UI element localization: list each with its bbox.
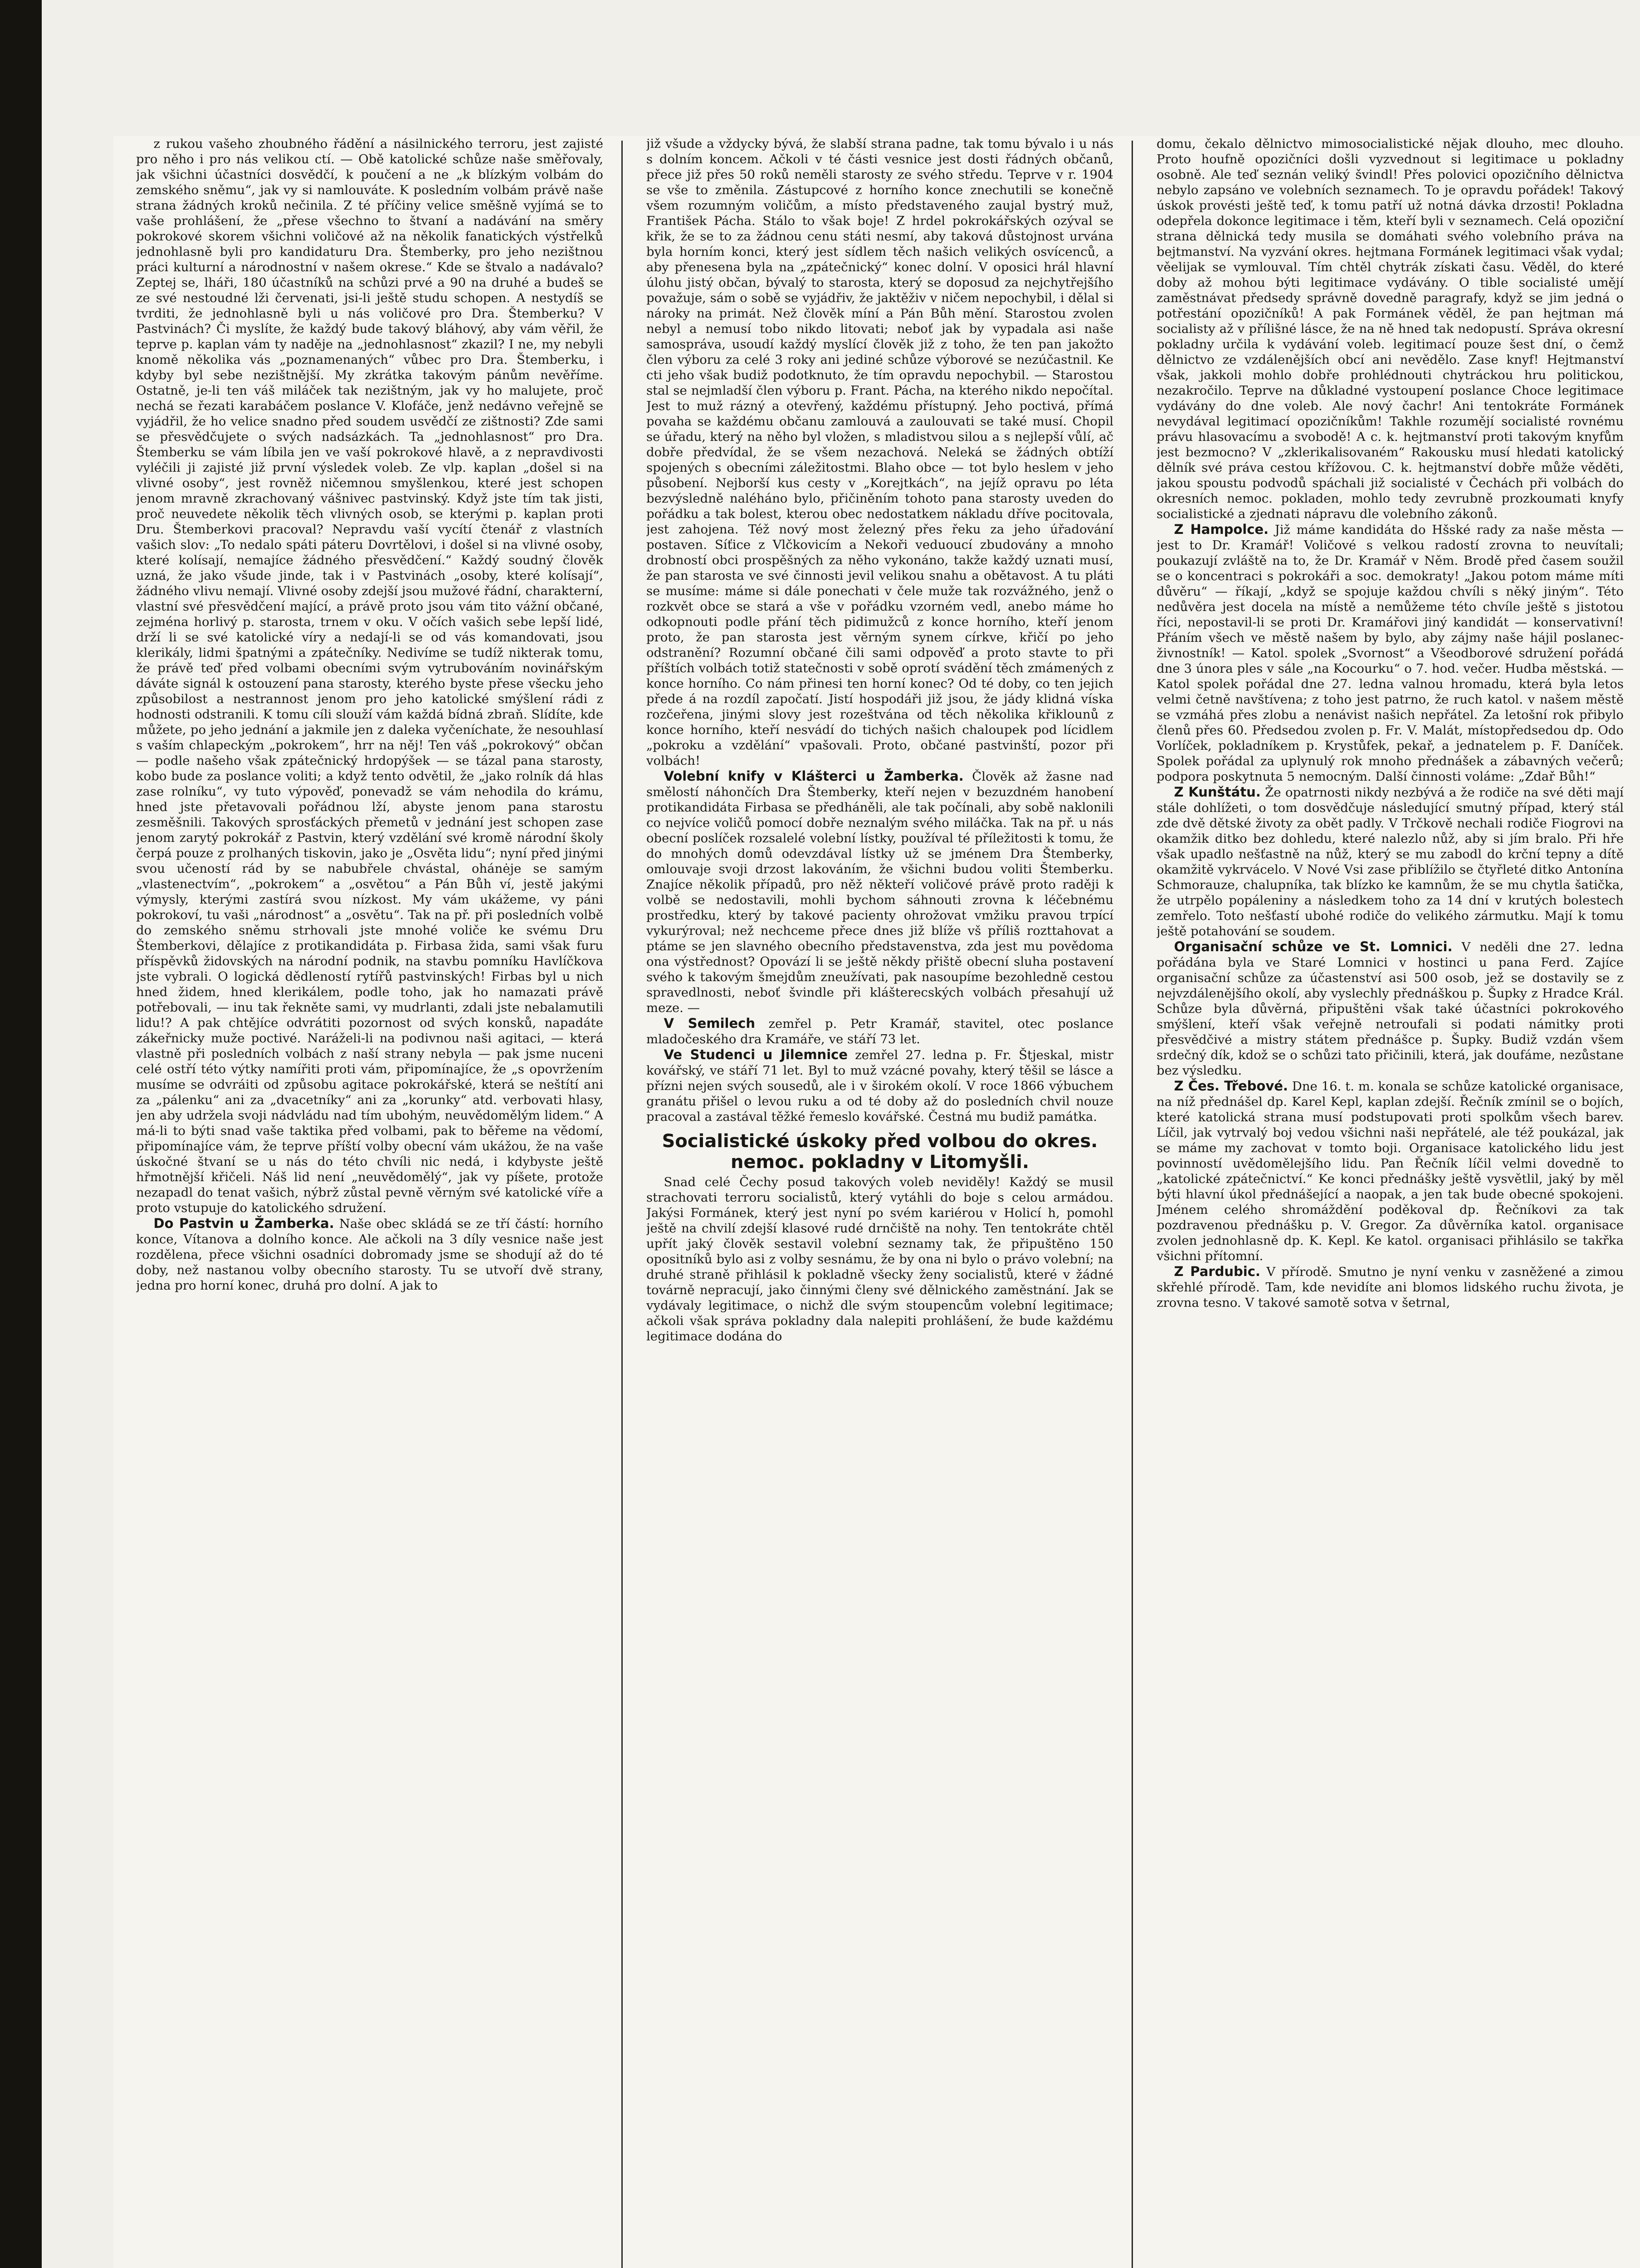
article-heading: Z Hampolce.	[1174, 522, 1269, 537]
article-paragraph	[136, 1216, 603, 1293]
article-text: domu, čekalo dělnictvo mimosocialistické nějak dlouho, mec dlouho. Proto houfně opozičníci došli vyzvednout si legitimace u pokladny osobně. Ale teď seznán veliký švindl! Přes polovici opozičního dělnictva nebylo zapsáno ve volebních seznamech. To je opravdu pořádek! Takový úskok provésti ještě teď, k tomu patří už notná dávka drzosti! Pokladna odepřela dokonce legitimace i těm, kteří byli v seznamech. Celá opoziční strana dělnická tedy musila se domáhati svého volebního práva na bejtmanství. Na vyzvání okres. hejtmana Formánek legitimaci však vydal; věelijak se vymlouval. Tím chtěl chytrák získati času. Věděl, do které doby až mohou býti legitimace vydávány. O tible socialisté umějí zaměstnávat předsedy správně dovedně paragrafy, když se jim jedná o potřestání opozičníků! A pak Formánek věděl, že pan hejtman má socialisty až v přílišné lásce, že na ně hned tak nedopustí. Správa okresní pokladny určila k vydávání voleb. legitimací pouze šest dní, o čemž dělnictvo ze vzdálenějších obcí ani nevědělo. Zase knyf! Hejtmanství však, jakkoli mohlo dobře prohlédnouti chytráckou hru politickou, nezakročilo. Teprve na důkladné vystoupení poslance Choce legitimace vydávány do dne voleb. Ale nový čachr! Ani tentokráte Formánek nevydával legitimací opozičníkům! Takhle rozumějí socialisté rovnému právu hlasovacímu a svobodě! A c. k. hejtmanství proti takovým knyfům jest bezmocno? V „zklerikalisovaném“ Rakousku musí hledati katolický dělník své práva cestou křížovou. C. k. hejtmanství dobře může věděti, jakou spoustu podvodů spáchali již socialisté v Čechách při volbách do okresních nemoc. pokladen, mohlo tedy zevrubně prozkoumati knyfy socialistické a zjednati nápravu dle volebního zákonů.	[1157, 137, 1624, 521]
article-heading: Z Čes. Třebové.	[1174, 1078, 1288, 1094]
article-heading: Organisační schůze ve St. Lomnici.	[1174, 939, 1453, 954]
article-text: již všude a vždycky bývá, že slabší strana padne, tak tomu bývalo i u nás s dolním koncem. Ačkoli v té části vesnice jest dosti řádných občanů, přece již přes 50 roků neměli starosty ze svého středu. Teprve v r. 1904 se vše to změnila. Zástupcové z horního konce znechutili se konečně všem rozumným voličům, a místo představeného zaujal bystrý muž, František Pácha. Stálo to však boje! Z hrdel pokrokářských ozýval se křik, že se to za žádnou cenu státi nesmí, aby taková důstojnost urvána byla horním konci, který jest sídlem těch našich velikých osvícenců, a aby přenesena byla na „zpátečnický“ konec dolní. V oposici hrál hlavní úlohu jistý občan, bývalý to starosta, který se doposud za nejchytřejšího považuje, sám o sobě se vyjádřiv, že jaktěživ v ničem nepochybil, i dělal si nároky na primát. Než člověk míní a Pán Bůh mění. Starostou zvolen nebyl a nemusí tobo nikdo litovati; neboť jak by vypadala asi naše samospráva, usoudí každý myslící člověk již z toho, že ten pan jakožto člen výboru za celé 3 roky ani jediné schůze výborové se nezúčastnil. Ke cti jeho však budiž podotknuto, že tím opravdu nepochybil. — Starostou stal se nejmladší člen výboru p. Frant. Pácha, na kterého nikdo nepočítal. Jest to muž rázný a otevřený, každému přístupný. Jeho poctivá, přímá povaha se každému občanu zamlouvá a zaulouvati se také musí. Chopil se úřadu, který na něho byl vložen, s mladistvou silou a s nejlepší vůlí, ač dobře předvídal, že se všem nezachová. Neleká se žádných obtíží spojených s obecními záležitostmi. Blaho obce — tot bylo heslem v jeho působení. Nejborší kus cesty v „Korejtkách“, na jejíž opravu po léta bezvýsledně naléháno bylo, přičiněním tohoto pana starosty uveden do pořádku a tak bolest, kterou obec nedostatkem nákladu dříve pocitovala, jest zahojena. Též nový most železný přes řeku za jeho úřadování postaven. Síťice z Vlčkovicím a Nekoři veduoucí zbudovány a mnoho drobností obci prospěšných za něho vykonáno, takže každý uznati musí, že pan starosta ve své činnosti jevil velikou snahu a obětavost. A tu pláti se musíme: máme si dále ponechati v čele muže tak rozvážného, jenž o rozkvět obce se stará a vše v pořádku vzorném vedl, anebo máme ho odkopnouti podle přání těch pidimužců z konce horního, kteří jenom proto, že pan starosta jest věrným synem církve, křičí po jeho odstranění? Rozumní občané čili sami odpověď a proto stavte to při příštích volbách totiž statečnosti v sobě oprotí svádění těch zmámených z konce horního. Co nám přinesi ten horní konec? Od té doby, co ten jejich přede á na rozdíl započatí. Jistí hospodáři již jsou, že jády klidná víska rozčeřena, jinými slovy jest rozeštvána od těch několika křiklounů z konce horního, kteří nesvádí do tichých našich chaloupek pod lícidlem „pokroku a vzdělání“ vpašovali. Proto, občané pastvinští, pozor při volbách!	[646, 137, 1113, 768]
article-paragraph	[136, 136, 603, 1216]
article-paragraph	[1157, 522, 1624, 784]
article-text: z rukou vašeho zhoubného řádění a násilnického terroru, jest zajisté pro něho i pro nás velikou ctí. — Obě katolické schůze naše směřovaly, jak všichni účastníci dosvědčí, k poučení a ne „k blízkým volbám do zemského sněmu“, jak vy si namlouváte. K posledním volbám právě naše strana žádných kroků nečinila. Z té příčiny velice směšně vyjímá se to vaše prohlášení, že „přese všechno to štvaní a nadávání na směry pokrokové skorem všichni voličové až na několik fanatických výstřelků jednohlasně byli pro kandidaturu Dra. Štemberky, pro jeho nezištnou práci kulturní a národnostní v našem okrese.“ Kde se štvalo a nadávalo? Zeptej se, lháři, 180 účastníků na schůzi prvé a 90 na druhé a budeš se ze své nestoudné lži červenati, jsi-li ještě studu schopen. A nestydíš se tvrditi, že jednohlasně byli u nás voličové pro Dra. Štemberku? V Pastvinách? Či myslíte, že každý bude takový bláhový, aby vám věřil, že teprve p. kaplan vám ty naděje na „jednohlasnost“ zkazil? I ne, my nebyli knomě několika vás „poznamenaných“ vůbec pro Dra. Štemberku, i kdyby byl sebe nezištnější. My zkrátka takovým pánům nevěříme. Ostatně, je-li ten váš miláček tak nezištným, jak vy ho malujete, proč nechá se řezati karabáčem poslance V. Klofáče, jenž nedávno veřejně se vyjádřil, že ho velice snadno před soudem usvědčí ze zištnosti? Zde sami se přesvědčujete o svých nadsázkách. Ta „jednohlasnost“ pro Dra. Štemberku se vám líbila jen ve vaší pokrokové hlavě, a z nepravdivosti vyléčili ji zajisté již první výsledek voleb. Ze vlp. kaplan „došel si na vlivné osoby“, jest rovněž ničemnou smyšlenkou, které jest schopen jenom mravně zkrachovaný vášnivec pastvinský. Když jste tím tak jisti, proč neuvedete několik těch vlivných osob, se kterými p. kaplan proti Dru. Štemberkovi pracoval? Nepravdu vaší vycítí čtenář z vlastních vašich slov: „To nedalo spáti páteru Dovrtělovi, i došel si na vlivné osoby, které kolísají, nemajíce žádného přesvědčení.“ Každý soudný člověk uzná, že jako všude jinde, tak i v Pastvinách „osoby, které kolísají“, žádného vlivu nemají. Vlivné osoby zdejší jsou mužové řádní, charakterní, vlastní své přesvědčení mající, a právě proto jsou vám tito vážní občané, zejména horlivý p. starosta, trnem v oku. V očích vašich sebe lepší lidé, drží li se své katolické víry a nedají-li se od vás komandovati, jsou klerikály, lidmi špatnými a zpátečníky. Nedivíme se tudíž nikterak tomu, že právě teď před volbami obecními svým vytrubováním novinářským dáváte signál k ostouzení pana starosty, kterého byste přese všecku jeho způsobilost a nestrannost jenom pro jeho katolické smýšlení rádi z hodnosti odstranili. K tomu cíli slouží vám každá bídná zbraň. Slídíte, kde můžete, po jeho jednání a jakmile jen z daleka vyčeníchate, že nesouhlasí s vaším chlapeckým „pokrokem“, hrr na něj! Ten váš „pokrokový“ občan — podle našeho však zpátečnický hrdopýšek — se tázal pana starosty, kobo bude za poslance voliti; a když tento odvětil, že „jako rolník dá hlas zase rolníku“, vy tuto výpověď, ponevadž se vám nehodila do krámu, hned jste přetavovali pořádnou lží, abyste jenom pana starostu zesměšnili. Takových sprosťáckých přemetů v jednání jest schopen zase jenom zarytý pokrokář z Pastvin, který vzdělání své kromě národní školy čerpá pouze z prolhaných tiskovin, jako je „Osvěta lidu“; nyní před jinými svou učeností rád by se nabubřele chvástal, ohánėje se samým „vlastenectvím“, „pokrokem“ a „osvětou“ a Pán Bůh ví, jestě jakými výmysly, kterými zastírá svou nízkost. My vám ukážeme, vy páni pokrokoví, tu vaši „národnost“ a „osvětu“. Tak na př. při posledních volbě do zemského sněmu strhovali jste mnohé voliče ke svému Dru Štemberkovi, dělajíce z protikandidáta p. Firbasa žida, sami však furu příspěvků židovských na národní podnik, na stavbu pomníku Havlíčkova jste vybrali. O logická dědleností rytířů pastvinských! Firbas byl u nich hned židem, hned klerikálem, podle toho, jak ho namazati právě potřebovali, — inu tak řekněte sami, vy mudrlanti, zdali jste nebalamutili lidu!? A pak chtějíce odvrátiti pozornost od svých konsků, napadáte zákeřnicky muže poctivé. Naráželi-li na podivnou naši agitaci, — která vlastně při posledních volbách z naší strany nebyla — pak jsme nuceni celé ostří této výtky namířiti proti vám, připomínajíce, že „s opovržením musíme se odvráiti od způsobu agitace pokrokářské, která se neštítí ani za „pálenku“ ani za „dvacetníky“ ani za „korunky“ atd. verbovati hlasy, jen aby udržela svoji nádvládu nad tím ubohým, neuvědomělým lidem.“ A má-li to býti snad vaše taktika před volbami, pak to běřeme na vědomí, připomínajíce vám, že teprve příští volby obecní vám ukážou, že na vaše úskočné štvaní se u nás do této chvíli nic nedá, i kdybyste ještě hřmotnější křičeli. Náš lid není „neuvědomělý“, jak vy píšete, protože nezapadl do tenat vašich, nýbrž zůstal pevně věrným své katolické víře a proto vstupuje do katolického sdružení.	[136, 137, 603, 1215]
article-text: Člověk až žasne nad smělostí náhončích Dra Štemberky, kteří nejen v bezuzdném hanobení protikandidáta Firbasa se předháněli, ale tak počínali, aby sobě naklonili co nejvíce voličů pomocí dobře neznalým svého miláčka. Tak na př. u nás obecní poslíček rozsalelé volební lístky, používal té příležitosti k tomu, že do mnohých domů odevzdával lístky už se jménem Dra Štemberky, omlouvaje svoji drzost lakováním, že všichni budou voliti Štemberku. Znajíce několik případů, pro něž někteří voličové právě proto raději k volbě se nedostavili, mohli bychom sáhnouti zrovna k léčebnému prostředku, který by takové pacienty ohrožovat vmžiku pravou trpící vykurýroval; než nechceme přece dnes již blíže vš příliš rozttahovat a ptáme se jen slavného obecního představenstva, zda jest mu povědoma ona výstřednost? Opovází li se ještě někdy přiště obecní sluha postavení svého k takovým šmejdům zneužívati, pak nasoupíme bezohledně cestou spravedlnosti, neboť švindle při klášterecských volbách přesahují už meze. —	[646, 769, 1113, 1015]
binding-edge	[0, 0, 42, 2268]
article-paragraph	[646, 1047, 1113, 1124]
article-text: Naše obec skládá se ze tří částí: horního konce, Vítanova a dolního konce. Ale ačkoli na 3 díly vesnice naše jest rozdělena, přece všichni osadníci dobromady jsme se shodují až do té doby, než nastanou volby obecního starosty. Tu se utvoří dvě strany, jedna pro horní konec, druhá pro dolní. A jak to	[136, 1217, 603, 1293]
column-3	[1157, 136, 1624, 2268]
article-heading: Do Pastvin u Žamberka.	[153, 1216, 334, 1231]
article-text: V neděli dne 27. ledna pořádána byla ve Staré Lomnici v hostinci u pana Ferd. Zajíce organisační schůze za účastenství asi 500 osob, jež se dostavily se z nejvzdálenějšího okolí, aby vyslechly přednáškou p. Šupky z Hradce Král. Schůze byla důvěrná, připuštěni však také účastníci pokrokového smýšlení, kteří však veřejně netroufali si podati námitky proti přesvědčivé a mistry státem přednášce p. Šupky. Budiž vzdán všem srdečný dík, kdož se o schůzi tato přičinili, která, jak doufáme, nezůstane bez výsledku.	[1157, 940, 1624, 1078]
article-paragraph	[1157, 136, 1624, 522]
article-heading: Socialistické úskoky před volbou do okres. nemoc. pokladny v Litomyšli.	[662, 1131, 1098, 1173]
article-paragraph	[646, 1174, 1113, 1344]
article-text: Dne 16. t. m. konala se schůze katolické organisace, na níž přednášel dp. Karel Kepl, kaplan zdejší. Řečník zmínil se o bojích, které katolická strana musí podstupovati proti spolkům všech barev. Líčil, jak vytrvalý boj vedou všichni naši nepřátelé, ale též poukázal, jak se máme my zachovat v tomto boji. Organisace katolického lidu jest povinností uvědomělejšího lidu. Pan Řečník líčil velmi dovedně to „katolické zpátečnictví.“ Ke konci přednášky ještě vysvětlil, jaký by měl býti hlavní úkol přednášející a naopak, a jen tak bude obecné spokojeni. Jménem celého shromáždění poděkoval dp. Řečníkovi za tak pozdravenou přednášku p. V. Gregor. Za důvěrníka katol. organisace zvolen jednohlasně dp. K. Kepl. Ke katol. organisaci přihlásilo se takřka všichni přítomní.	[1157, 1079, 1624, 1263]
article-text: Již máme kandidáta do Hšské rady za naše města — jest to Dr. Kramář! Voličové s velkou radostí zrovna to neuvítali; poukazují zvláště na to, že Dr. Kramář v Něm. Brodě před časem soužil se o koncentraci s pokrokáři a soc. demokraty! „Jakou potom máme míti důvěru“ — říkají, „když se spojuje každou chvíli s něký jiným“. Této nedůvěra jest docela na místě a nemůžeme této chvíle ještě s jistotou říci, nepostavil-li se proti Dr. Kramářovi jiný kandidát — konservativní! Přáním všech ve městě našem by bylo, aby zájmy naše hájil poslanec-živnostník! — Katol. spolek „Svornost“ a Všeodborové sdružení pořádá dne 3 února ples v sále „na Kocourku“ o 7. hod. večer. Hudba městská. — Katol spolek pořádal dne 27. ledna valnou hromadu, která byla letos velmi četně navštívena; z toho jest patrno, že ruch katol. v našem městě se vzmáhá přes zlobu a nenávist našich nepřátel. Za letošní rok přibylo členů přes 60. Předsedou zvolen p. Fr. V. Malát, místopředsedou dp. Odo Vorlíček, pokladníkem p. Krystůfek, pekař, a jednatelem p. F. Daníček. Spolek pořádal za uplynulý rok mnoho přednášek a zábavných večerů; podpora poskytnuta 5 nemocným. Další činnosti voláme: „Zdař Bůh!“	[1157, 523, 1624, 784]
article-text: Snad celé Čechy posud takových voleb neviděly! Každý se musil strachovati terroru socialistů, který vytáhli do boje s celou armádou. Jakýsi Formánek, který jest nyní po svém kariérou v Holicí h, pomohl ještě na chvilí zdejší klasové rudé drnčiště na nohy. Ten tentokráte chtěl upřít jaký člověk sestavil volební seznamy tak, že připuštěno 150 opositníků bylo asi z volby sesnámu, že by ona ni bylo o právo volební; na druhé straně přihlásil k pokladně všecky ženy socialistů, které v žádné továrně nepracují, jako činnými členy své dělnického zaměstnání. Jak se vydávaly legitimace, o nichž dle svým stoupencům volební legitimace; ačkoli však správa pokladny dala nalepiti prohlášení, že bude každému legitimace dodána do	[646, 1175, 1113, 1344]
article-heading: Z Pardubic.	[1174, 1264, 1260, 1279]
article-text: Že opatrnosti nikdy nezbývá a že rodiče na své děti mají stále dohlížeti, o tom dosvědčuje následující smutný případ, který stál zde dvě dětské životy za obět padly. V Trčkově nechali rodiče Fiogrovi na okamžik ditko bez dohledu, které nalezlo nůž, aby si jím bralo. Při hře však upadlo nešťastně na nůž, který se mu zabodl do krční tepny a dítě okamžitě vykrvácelo. V Nové Vsi zase přiblížilo se čtyřleté ditko Antonína Schmorauze, chalupníka, tak blízko ke kamnům, že se mu chytla šatička, že utrpělo popáleniny a následkem toho za 14 dní v krutých bolestech zemřelo. Toto nešťastí ubohé rodiče do velikého zármutku. Mají k tomu ještě potahování se soudem.	[1157, 785, 1624, 938]
article-text: V přírodě. Smutno je nyní venku v zasněžené a zimou skřehlé přírodě. Tam, kde nevidíte ani blomos lidského ruchu života, je zrovna tesno. V takové samotě sotva v šetrnal,	[1157, 1265, 1624, 1310]
column-2	[646, 136, 1113, 2268]
article-text: zemřel 27. ledna p. Fr. Štjeskal, mistr kovářský, ve stáří 71 let. Byl to muž vzácné povahy, který těšil se lásce a přízni nejen svých sousedů, ale i v širokém okolí. V roce 1866 výbuchem granátu přišel o levou ruku a od té doby až do posledních chvil nouze pracoval a zastával těžké řemeslo kovářské. Čestná mu budiž památka.	[646, 1048, 1113, 1124]
article-paragraph	[1157, 784, 1624, 939]
article-heading: V Semilech	[664, 1016, 755, 1031]
columns	[136, 136, 1624, 2268]
article-paragraph	[1157, 1264, 1624, 1310]
article-text: zemřel p. Petr Kramář, stavitel, otec poslance mladočeského dra Kramáře, ve stáří 73 let.	[646, 1017, 1113, 1046]
article-heading: Volební knify v Klášterci u Žamberka.	[664, 768, 964, 784]
article-paragraph	[646, 136, 1113, 768]
newspaper-page	[113, 136, 1640, 2268]
column-1	[136, 136, 603, 2268]
article-heading: Ve Studenci u Jilemnice	[664, 1047, 848, 1062]
article-heading: Z Kunštátu.	[1174, 784, 1261, 800]
article-paragraph	[646, 768, 1113, 1016]
article-paragraph	[1157, 939, 1624, 1078]
article-paragraph	[1157, 1078, 1624, 1264]
article-paragraph	[646, 1016, 1113, 1047]
